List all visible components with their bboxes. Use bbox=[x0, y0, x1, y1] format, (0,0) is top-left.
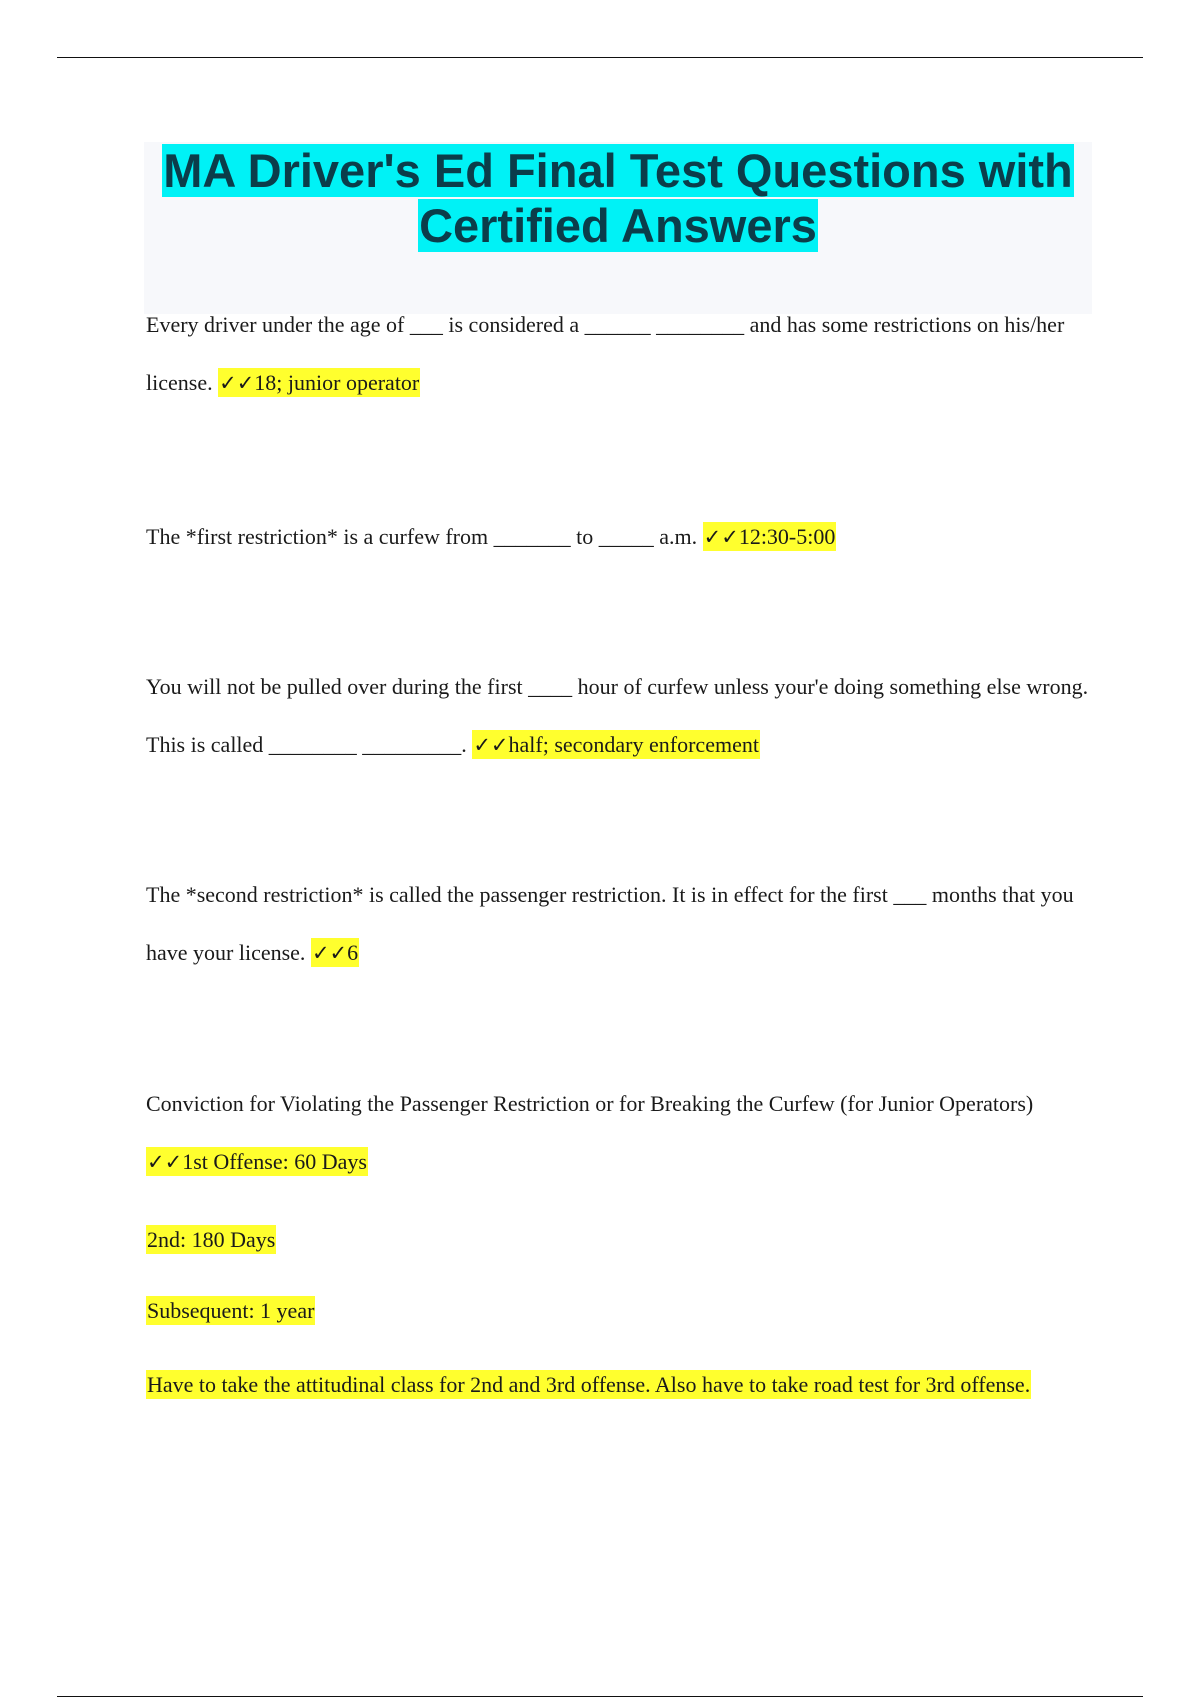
check-icon: ✓✓ bbox=[219, 371, 255, 395]
answer-3-text: half; secondary enforcement bbox=[508, 732, 759, 757]
question-1 bbox=[146, 296, 1091, 412]
answer-5-line-2-text: 2nd: 180 Days bbox=[147, 1227, 276, 1252]
check-icon: ✓✓ bbox=[147, 1150, 183, 1174]
question-4-text: The *second restriction* is called the passenger restriction. It is in effect for the first ___ months that you have your license. bbox=[146, 882, 1074, 965]
answer-3 bbox=[472, 730, 760, 759]
question-5-text: Conviction for Violating the Passenger Restriction or for Breaking the Curfew (for Junior Operators) bbox=[146, 1091, 1034, 1116]
answer-1-text: 18; junior operator bbox=[254, 370, 420, 395]
question-5 bbox=[146, 1075, 1091, 1191]
answer-4-text: 6 bbox=[347, 940, 359, 965]
check-icon: ✓✓ bbox=[473, 733, 509, 757]
answer-5-line-3-text: Subsequent: 1 year bbox=[147, 1298, 315, 1323]
answer-4 bbox=[311, 938, 359, 967]
document-title bbox=[144, 143, 1092, 253]
question-3 bbox=[146, 658, 1091, 774]
title-line-1: MA Driver's Ed Final Test Questions with bbox=[163, 144, 1073, 197]
question-4 bbox=[146, 866, 1091, 982]
answer-5-line-4 bbox=[146, 1357, 1091, 1413]
answer-5-line-4-text: Have to take the attitudinal class for 2nd and 3rd offense. Also have to take road test for 3rd offense. bbox=[147, 1372, 1031, 1397]
answer-5 bbox=[146, 1147, 368, 1176]
answer-2-text: 12:30-5:00 bbox=[738, 524, 836, 549]
check-icon: ✓✓ bbox=[703, 525, 739, 549]
question-1-text: Every driver under the age of ___ is considered a ______ ________ and has some restrictions on his/her license. bbox=[146, 312, 1065, 395]
bottom-rule bbox=[57, 1696, 1143, 1697]
question-3-text: You will not be pulled over during the first ____ hour of curfew unless your'e doing something else wrong. This is called ________ _________. bbox=[146, 674, 1089, 757]
check-icon: ✓✓ bbox=[311, 941, 348, 965]
answer-5-line-2 bbox=[146, 1224, 276, 1256]
answer-5-line-3 bbox=[146, 1295, 315, 1327]
answer-1 bbox=[218, 368, 420, 397]
answer-5-text: 1st Offense: 60 Days bbox=[182, 1149, 367, 1174]
top-rule bbox=[57, 57, 1143, 58]
question-2-text: The *first restriction* is a curfew from _______ to _____ a.m. bbox=[146, 524, 698, 549]
question-2 bbox=[146, 508, 1091, 566]
answer-2 bbox=[703, 522, 837, 551]
title-line-2: Certified Answers bbox=[419, 199, 817, 252]
